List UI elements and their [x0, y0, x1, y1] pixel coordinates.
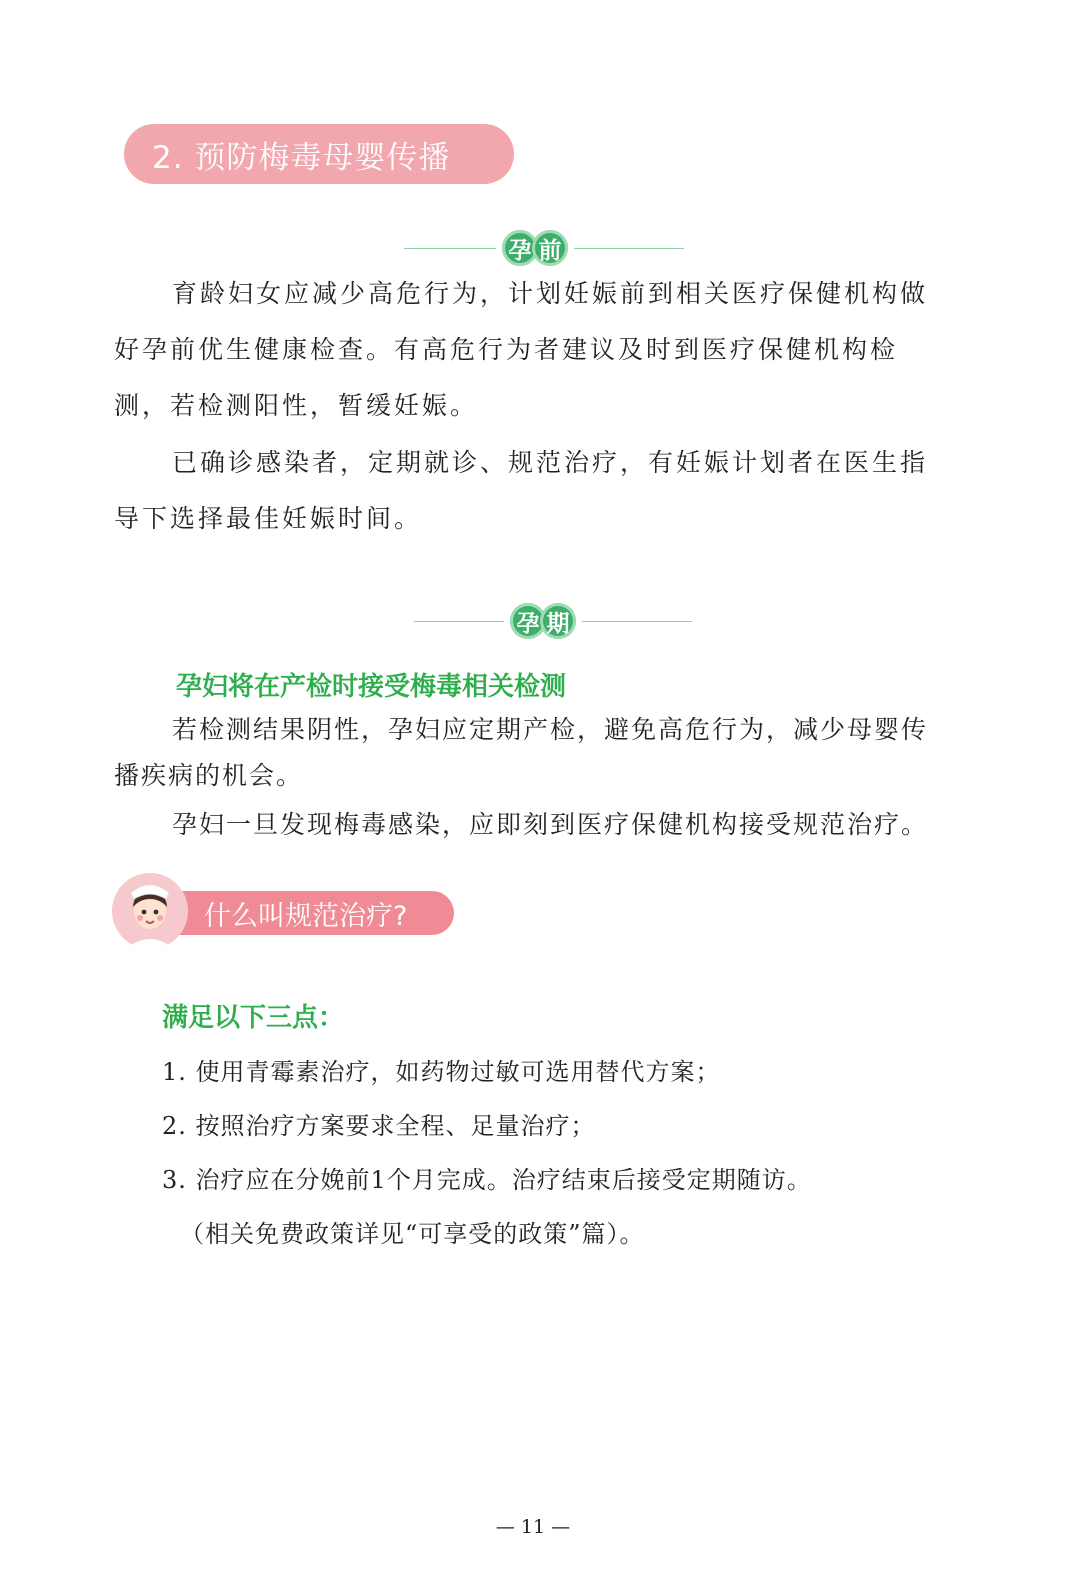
criteria-item-3: 3. 治疗应在分娩前1个月完成。治疗结束后接受定期随访。 [162, 1166, 812, 1194]
paragraph-before-1: 育龄妇女应减少高危行为，计划妊娠前到相关医疗保健机构做好孕前优生健康检查。有高危行为者建议及时到医疗保健机构检测，若检测阳性，暂缓妊娠。 [114, 279, 929, 420]
divider-before-pregnancy [404, 230, 684, 266]
criteria-item-1: 1. 使用青霉素治疗，如药物过敏可选用替代方案； [162, 1058, 721, 1086]
paragraph-during-1: 若检测结果阴性，孕妇应定期产检，避免高危行为，减少母婴传播疾病的机会。 [114, 715, 929, 790]
question-text: 什么叫规范治疗? [204, 900, 408, 932]
pregnancy-test-heading: 孕妇将在产检时接受梅毒相关检测 [176, 672, 567, 702]
section-title: 2. 预防梅毒母婴传播 [152, 139, 451, 176]
paragraph-during-2: 孕妇一旦发现梅毒感染，应即刻到医疗保健机构接受规范治疗。 [172, 810, 929, 839]
page-number: — 11 — [495, 1516, 571, 1538]
question-pill [150, 891, 454, 935]
paragraph-before-2: 已确诊感染者，定期就诊、规范治疗，有妊娠计划者在医生指导下选择最佳妊娠时间。 [114, 448, 929, 533]
badge-before-pregnancy: 孕 前 [502, 230, 568, 266]
divider-during-pregnancy [414, 603, 692, 639]
nurse-avatar-icon [112, 873, 188, 949]
criteria-heading: 满足以下三点： [162, 1003, 345, 1033]
criteria-item-2: 2. 按照治疗方案要求全程、足量治疗； [162, 1112, 596, 1140]
badge-during-pregnancy: 孕 期 [510, 603, 576, 639]
policy-note: （相关免费政策详见“可享受的政策”篇）。 [180, 1220, 645, 1248]
section-title-pill [124, 124, 514, 184]
